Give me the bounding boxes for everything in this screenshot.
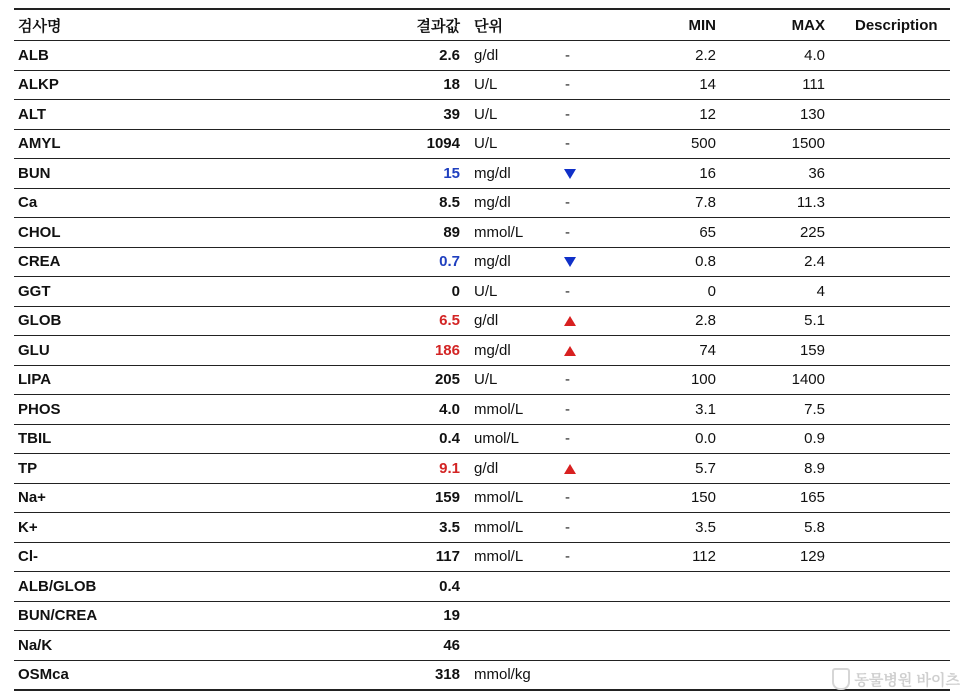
max-cell (716, 631, 825, 661)
unit-cell: umol/L (474, 430, 520, 448)
unit-cell: mmol/L (474, 548, 524, 566)
flag-cell (559, 159, 629, 189)
high-arrow-icon (564, 346, 576, 356)
description-cell (825, 631, 950, 661)
max-cell: 1400 (791, 371, 825, 389)
test-name-cell: ALB/GLOB (18, 577, 97, 595)
unit-cell: g/dl (474, 46, 499, 64)
description-cell (825, 483, 950, 513)
flag-cell (559, 601, 629, 631)
max-cell: 165 (799, 489, 825, 507)
max-cell: 4.0 (804, 46, 825, 64)
test-name-cell: BUN (18, 164, 51, 182)
lab-results-table (14, 8, 950, 691)
result-value-cell: 0.7 (439, 253, 460, 271)
flag-cell (559, 218, 629, 248)
table-row (14, 660, 950, 690)
description-cell (825, 129, 950, 159)
result-value-cell: 3.5 (439, 518, 460, 536)
description-cell (825, 424, 950, 454)
test-name-cell: K+ (18, 518, 38, 536)
result-value-cell: 159 (434, 489, 460, 507)
header-max: MAX (791, 16, 825, 34)
flag-cell (559, 277, 629, 307)
flag-cell (559, 660, 629, 690)
flag-cell (559, 306, 629, 336)
max-cell: 5.8 (804, 518, 825, 536)
flag-cell (559, 454, 629, 484)
flag-cell (559, 129, 629, 159)
max-cell: 7.5 (804, 400, 825, 418)
test-name-cell: LIPA (18, 371, 52, 389)
header-description: Description (855, 16, 938, 34)
min-cell: 14 (699, 76, 716, 94)
max-cell (716, 572, 825, 602)
result-value-cell: 2.6 (439, 46, 460, 64)
description-cell (825, 277, 950, 307)
result-value-cell: 39 (443, 105, 460, 123)
table-row (14, 542, 950, 572)
unit-cell: mmol/L (474, 518, 524, 536)
test-name-cell: PHOS (18, 400, 61, 418)
min-cell (629, 660, 716, 690)
unit-cell: U/L (474, 105, 498, 123)
table-row (14, 631, 950, 661)
unit-cell: U/L (474, 282, 498, 300)
normal-flag-dash: - (565, 135, 570, 153)
table-row (14, 218, 950, 248)
clinic-watermark (832, 668, 960, 690)
min-cell: 5.7 (695, 459, 716, 477)
flag-cell (559, 365, 629, 395)
test-name-cell: Na/K (18, 636, 53, 654)
normal-flag-dash: - (565, 282, 570, 300)
max-cell: 36 (808, 164, 825, 182)
result-value-cell: 9.1 (439, 459, 460, 477)
test-name-cell: AMYL (18, 135, 61, 153)
normal-flag-dash: - (565, 518, 570, 536)
header-unit: 단위 (474, 17, 503, 35)
normal-flag-dash: - (565, 105, 570, 123)
unit-cell: mg/dl (474, 164, 511, 182)
lab-results-sheet (14, 8, 950, 691)
unit-cell: U/L (474, 76, 498, 94)
header-min: MIN (688, 16, 716, 34)
table-row (14, 336, 950, 366)
table-row (14, 424, 950, 454)
max-cell: 8.9 (804, 459, 825, 477)
unit-cell: mg/dl (474, 341, 511, 359)
test-name-cell: CREA (18, 253, 61, 271)
flag-cell (559, 100, 629, 130)
test-name-cell: Na+ (18, 489, 46, 507)
min-cell: 2.8 (695, 312, 716, 330)
low-arrow-icon (564, 257, 576, 267)
description-cell (825, 306, 950, 336)
description-cell (825, 336, 950, 366)
min-cell: 65 (699, 223, 716, 241)
flag-cell (559, 542, 629, 572)
result-value-cell: 186 (434, 341, 460, 359)
test-name-cell: ALT (18, 105, 47, 123)
description-cell (825, 454, 950, 484)
low-arrow-icon (564, 169, 576, 179)
result-value-cell: 0 (451, 282, 460, 300)
table-row (14, 129, 950, 159)
result-value-cell: 4.0 (439, 400, 460, 418)
unit-cell: mmol/L (474, 489, 524, 507)
normal-flag-dash: - (565, 371, 570, 389)
max-cell: 5.1 (804, 312, 825, 330)
watermark-text: 동물병원 바이츠 (854, 671, 960, 689)
max-cell: 1500 (791, 135, 825, 153)
description-cell (825, 188, 950, 218)
result-value-cell: 89 (443, 223, 460, 241)
result-value-cell: 1094 (426, 135, 460, 153)
min-cell: 74 (699, 341, 716, 359)
table-row (14, 395, 950, 425)
test-name-cell: OSMca (18, 666, 69, 684)
min-cell: 112 (692, 548, 716, 566)
test-name-cell: TP (18, 459, 38, 477)
max-cell: 159 (799, 341, 825, 359)
table-row (14, 454, 950, 484)
flag-cell (559, 70, 629, 100)
table-row (14, 41, 950, 71)
min-cell: 3.5 (695, 518, 716, 536)
result-value-cell: 318 (434, 666, 460, 684)
result-value-cell: 18 (443, 76, 460, 94)
unit-cell: U/L (474, 135, 498, 153)
high-arrow-icon (564, 316, 576, 326)
min-cell: 2.2 (695, 46, 716, 64)
unit-cell: mg/dl (474, 194, 511, 212)
unit-cell (474, 601, 559, 631)
unit-cell: U/L (474, 371, 498, 389)
result-value-cell: 46 (443, 636, 460, 654)
flag-cell (559, 483, 629, 513)
result-value-cell: 117 (435, 548, 460, 566)
normal-flag-dash: - (565, 194, 570, 212)
result-value-cell: 0.4 (439, 430, 460, 448)
flag-cell (559, 424, 629, 454)
unit-cell: mmol/L (474, 400, 524, 418)
max-cell: 0.9 (804, 430, 825, 448)
max-cell: 130 (799, 105, 825, 123)
max-cell (716, 660, 825, 690)
max-cell: 129 (799, 548, 825, 566)
max-cell: 2.4 (804, 253, 825, 271)
table-row (14, 247, 950, 277)
max-cell: 11.3 (796, 194, 825, 212)
min-cell (629, 601, 716, 631)
description-cell (825, 218, 950, 248)
min-cell: 500 (690, 135, 716, 153)
unit-cell: g/dl (474, 459, 499, 477)
test-name-cell: Ca (18, 194, 38, 212)
header-result: 결과값 (416, 17, 460, 35)
flag-cell (559, 336, 629, 366)
max-cell (716, 601, 825, 631)
normal-flag-dash: - (565, 400, 570, 418)
max-cell: 4 (816, 282, 825, 300)
min-cell: 0 (707, 282, 716, 300)
table-header-row (14, 9, 950, 41)
max-cell: 225 (799, 223, 825, 241)
table-row (14, 70, 950, 100)
description-cell (825, 395, 950, 425)
result-value-cell: 0.4 (439, 577, 460, 595)
normal-flag-dash: - (565, 489, 570, 507)
description-cell (825, 542, 950, 572)
result-value-cell: 19 (443, 607, 460, 625)
min-cell: 0.8 (695, 253, 716, 271)
test-name-cell: GLU (18, 341, 50, 359)
min-cell: 12 (699, 105, 716, 123)
description-cell (825, 159, 950, 189)
table-row (14, 277, 950, 307)
unit-cell (474, 572, 559, 602)
table-row (14, 306, 950, 336)
normal-flag-dash: - (565, 76, 570, 94)
flag-cell (559, 513, 629, 543)
table-row (14, 188, 950, 218)
min-cell: 16 (699, 164, 716, 182)
table-row (14, 572, 950, 602)
test-name-cell: GGT (18, 282, 51, 300)
description-cell (825, 100, 950, 130)
test-name-cell: BUN/CREA (18, 607, 98, 625)
description-cell (825, 601, 950, 631)
test-name-cell: Cl- (18, 548, 38, 566)
unit-cell (474, 631, 559, 661)
min-cell (629, 572, 716, 602)
description-cell (825, 70, 950, 100)
result-value-cell: 205 (434, 371, 460, 389)
min-cell: 7.8 (695, 194, 716, 212)
flag-cell (559, 41, 629, 71)
min-cell: 150 (690, 489, 716, 507)
high-arrow-icon (564, 464, 576, 474)
max-cell: 111 (802, 76, 825, 94)
result-value-cell: 8.5 (439, 194, 460, 212)
table-row (14, 601, 950, 631)
unit-cell: g/dl (474, 312, 499, 330)
normal-flag-dash: - (565, 430, 570, 448)
normal-flag-dash: - (565, 548, 570, 566)
test-name-cell: CHOL (18, 223, 61, 241)
table-row (14, 159, 950, 189)
description-cell (825, 41, 950, 71)
unit-cell: mmol/L (474, 223, 524, 241)
normal-flag-dash: - (565, 46, 570, 64)
table-row (14, 513, 950, 543)
unit-cell: mg/dl (474, 253, 511, 271)
table-row (14, 483, 950, 513)
min-cell (629, 631, 716, 661)
flag-cell (559, 247, 629, 277)
table-row (14, 365, 950, 395)
flag-cell (559, 572, 629, 602)
description-cell (825, 247, 950, 277)
min-cell: 3.1 (695, 400, 716, 418)
test-name-cell: ALKP (18, 76, 59, 94)
test-name-cell: TBIL (18, 430, 52, 448)
unit-cell: mmol/kg (474, 666, 531, 684)
normal-flag-dash: - (565, 223, 570, 241)
shield-logo-icon (832, 668, 850, 690)
test-name-cell: ALB (18, 46, 49, 64)
description-cell (825, 513, 950, 543)
flag-cell (559, 631, 629, 661)
flag-cell (559, 395, 629, 425)
header-flag (559, 9, 629, 41)
result-value-cell: 15 (443, 164, 460, 182)
min-cell: 0.0 (695, 430, 716, 448)
description-cell (825, 365, 950, 395)
table-row (14, 100, 950, 130)
description-cell (825, 572, 950, 602)
min-cell: 100 (690, 371, 716, 389)
flag-cell (559, 188, 629, 218)
header-test-name: 검사명 (18, 17, 62, 35)
test-name-cell: GLOB (18, 312, 62, 330)
result-value-cell: 6.5 (439, 312, 460, 330)
